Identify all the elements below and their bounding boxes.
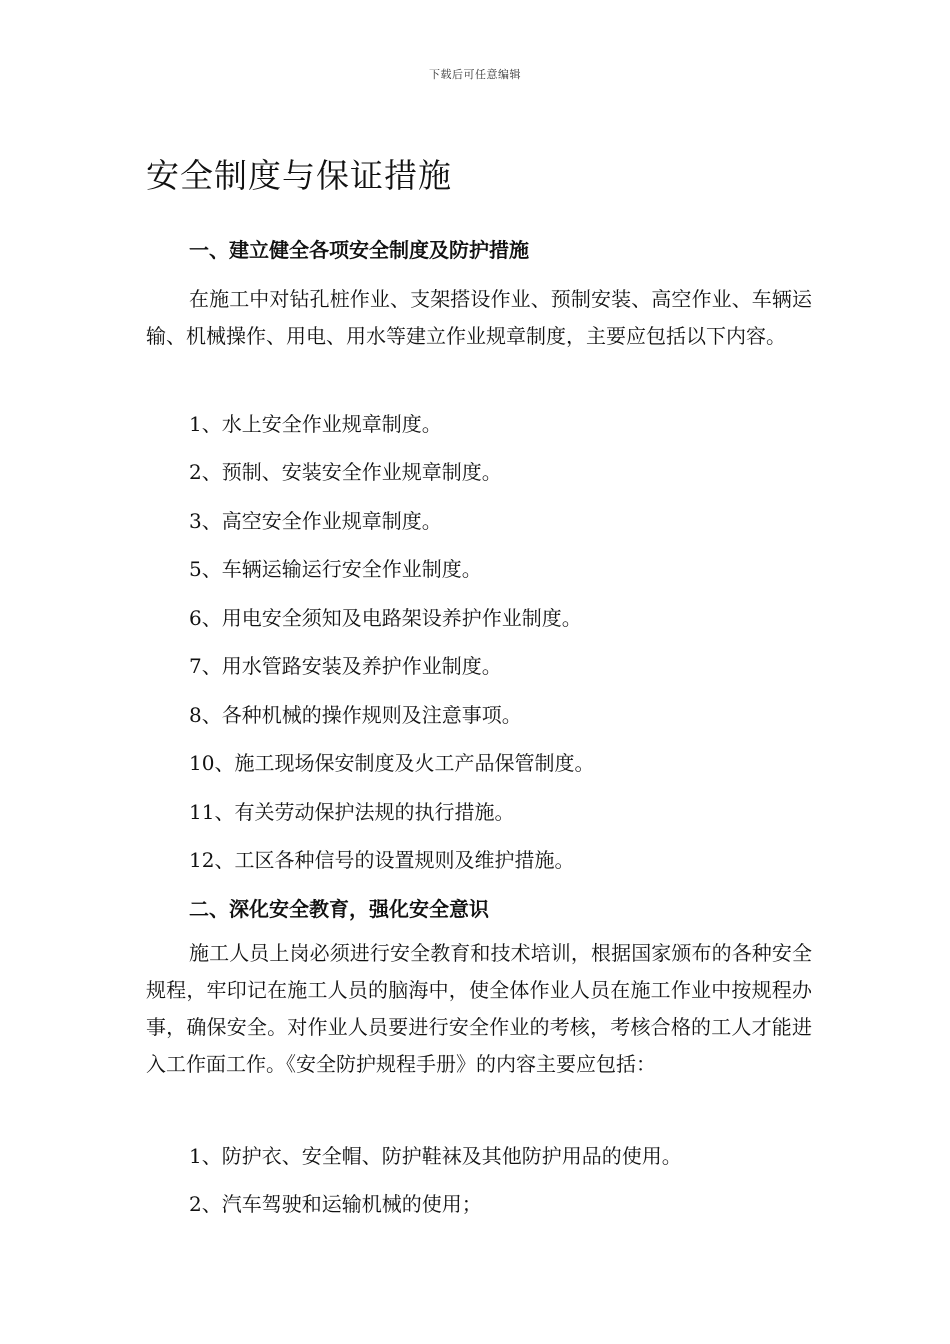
section-2-heading: 二、深化安全教育，强化安全意识 (189, 897, 489, 921)
section-1-intro: 在施工中对钻孔桩作业、支架搭设作业、预制安装、高空作业、车辆运输、机械操作、用电、用水等建立作业规章制度，主要应包括以下内容。 (146, 287, 812, 348)
section-1-item: 6、用电安全须知及电路架设养护作业制度。 (189, 606, 582, 630)
section-1-item: 10、施工现场保安制度及火工产品保管制度。 (189, 751, 595, 775)
section-1-item: 7、用水管路安装及养护作业制度。 (189, 654, 502, 678)
header-note: 下载后可任意编辑 (429, 68, 521, 81)
section-1-item: 8、各种机械的操作规则及注意事项。 (189, 703, 522, 727)
section-1-item: 1、水上安全作业规章制度。 (189, 412, 442, 436)
section-2-item: 1、防护衣、安全帽、防护鞋袜及其他防护用品的使用。 (189, 1144, 682, 1168)
section-1-item: 2、预制、安装安全作业规章制度。 (189, 460, 502, 484)
section-1-item: 11、有关劳动保护法规的执行措施。 (189, 800, 515, 824)
section-1-item: 12、工区各种信号的设置规则及维护措施。 (189, 848, 575, 872)
section-2-item: 2、汽车驾驶和运输机械的使用； (189, 1192, 482, 1216)
section-1-heading: 一、建立健全各项安全制度及防护措施 (189, 238, 529, 262)
section-1-item: 3、高空安全作业规章制度。 (189, 509, 442, 533)
document-title: 安全制度与保证措施 (146, 156, 452, 195)
section-2-intro: 施工人员上岗必须进行安全教育和技术培训，根据国家颁布的各种安全规程，牢印记在施工人员的脑海中，使全体作业人员在施工作业中按规程办事，确保安全。对作业人员要进行安全作业的考核，考核合格的工人才能进入工作面工作。《安全防护规程手册》的内容主要应包括： (146, 941, 812, 1076)
section-1-item: 5、车辆运输运行安全作业制度。 (189, 557, 482, 581)
